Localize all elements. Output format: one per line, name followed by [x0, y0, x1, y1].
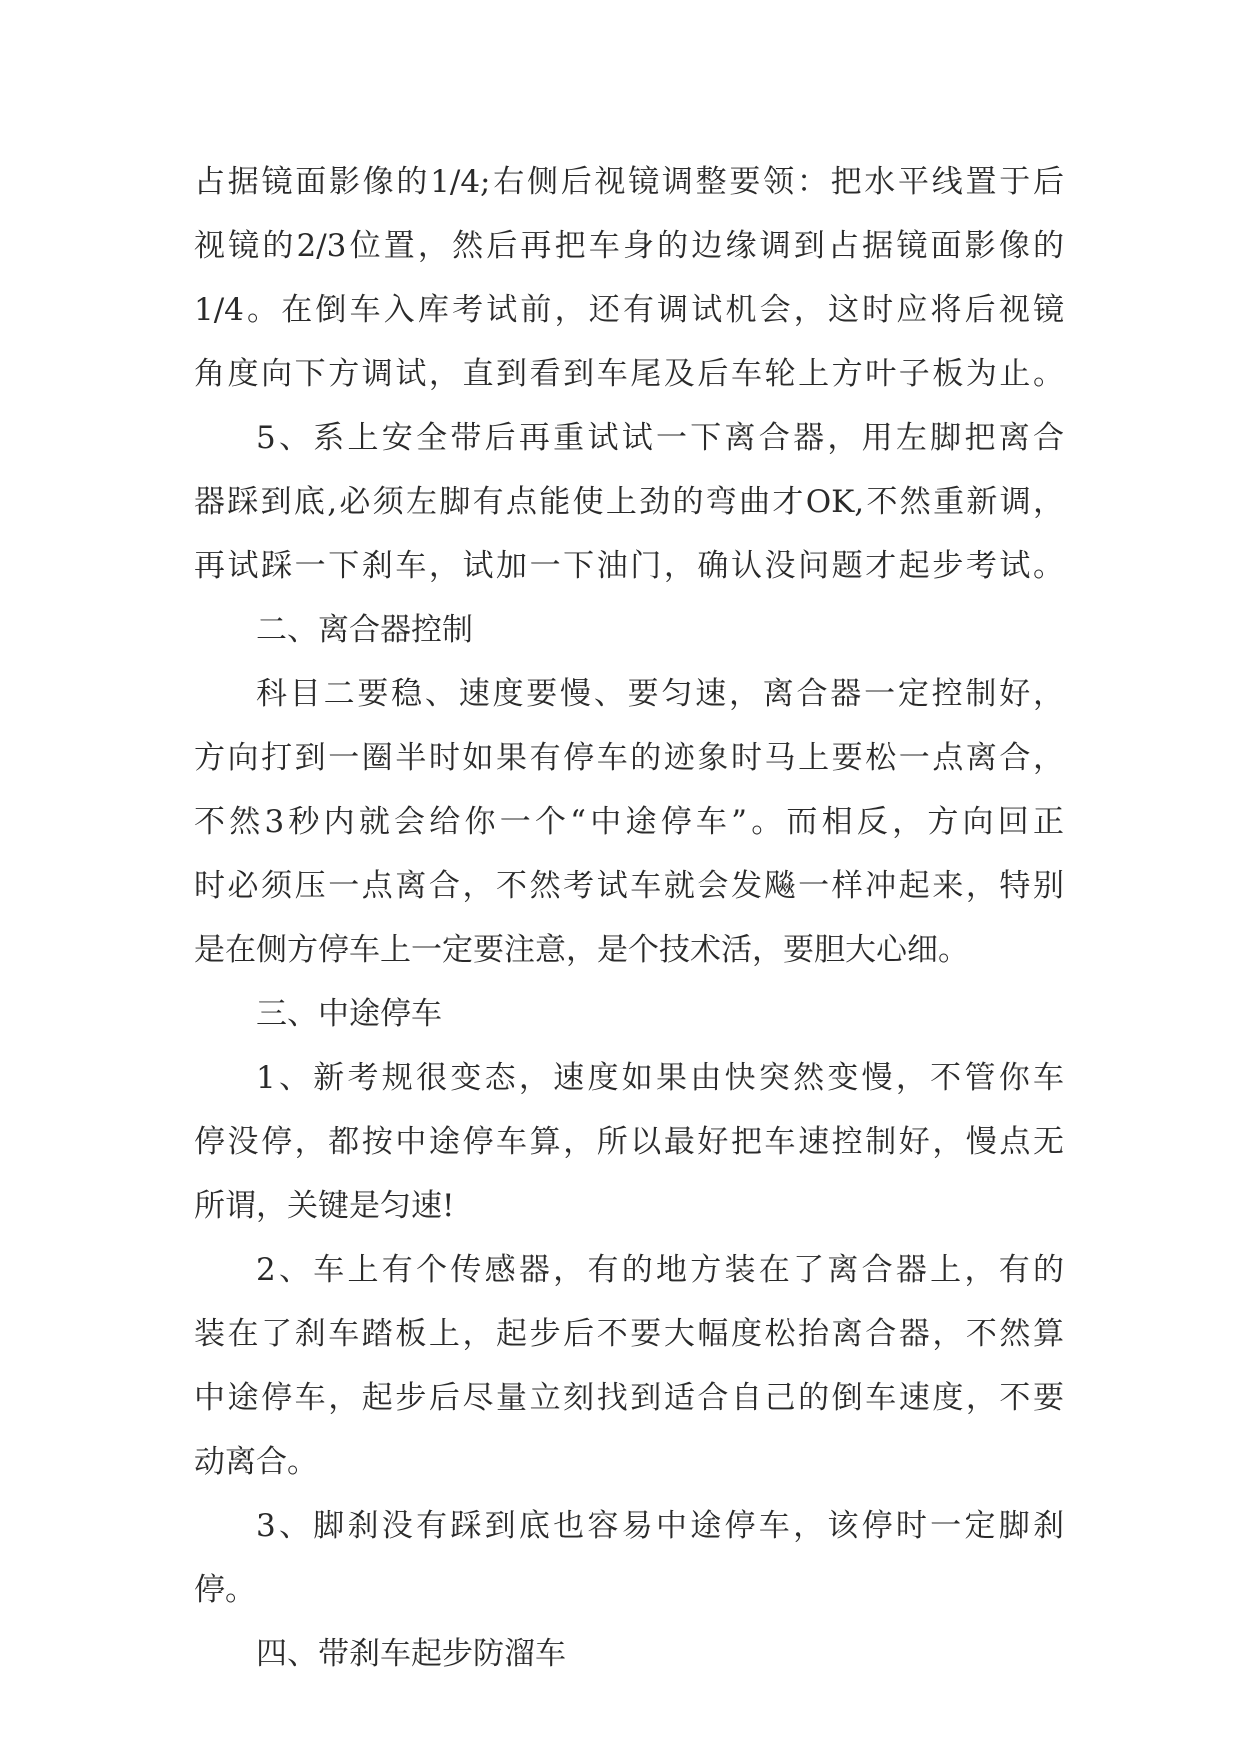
text-line: 角度向下方调试，直到看到车尾及后车轮上方叶子板为止。 [194, 356, 1064, 392]
text-line: 不然3秒内就会给你一个“中途停车”。而相反，方向回正 [194, 804, 1064, 840]
text-line: 停没停，都按中途停车算，所以最好把车速控制好，慢点无 [194, 1124, 1064, 1160]
text-line: 5、系上安全带后再重试试一下离合器，用左脚把离合 [256, 420, 1064, 456]
text-line: 装在了刹车踏板上，起步后不要大幅度松抬离合器，不然算 [194, 1316, 1064, 1352]
body-text [194, 150, 1064, 1686]
section-heading: 三、中途停车 [256, 996, 442, 1032]
text-line: 2、车上有个传感器，有的地方装在了离合器上，有的 [256, 1252, 1064, 1288]
text-line: 停。 [194, 1572, 256, 1608]
text-line: 再试踩一下刹车，试加一下油门，确认没问题才起步考试。 [194, 548, 1064, 584]
text-line: 视镜的2/3位置，然后再把车身的边缘调到占据镜面影像的 [194, 228, 1064, 264]
text-line: 动离合。 [194, 1444, 318, 1480]
section-heading: 四、带刹车起步防溜车 [256, 1636, 566, 1672]
text-line: 1、新考规很变态，速度如果由快突然变慢，不管你车 [256, 1060, 1064, 1096]
text-line: 1/4。在倒车入库考试前，还有调试机会，这时应将后视镜 [194, 292, 1064, 328]
section-heading: 二、离合器控制 [256, 612, 473, 648]
text-line: 3、脚刹没有踩到底也容易中途停车，该停时一定脚刹 [256, 1508, 1064, 1544]
text-line: 占据镜面影像的1/4;右侧后视镜调整要领：把水平线置于后 [194, 164, 1064, 200]
text-line: 是在侧方停车上一定要注意，是个技术活，要胆大心细。 [194, 932, 969, 968]
text-line: 中途停车，起步后尽量立刻找到适合自己的倒车速度，不要 [194, 1380, 1064, 1416]
text-line: 器踩到底,必须左脚有点能使上劲的弯曲才OK,不然重新调， [194, 484, 1064, 520]
text-line: 所谓，关键是匀速! [194, 1188, 455, 1224]
text-line: 科目二要稳、速度要慢、要匀速，离合器一定控制好， [256, 676, 1064, 712]
text-line: 方向打到一圈半时如果有停车的迹象时马上要松一点离合， [194, 740, 1064, 776]
text-line: 时必须压一点离合，不然考试车就会发飚一样冲起来，特别 [194, 868, 1064, 904]
